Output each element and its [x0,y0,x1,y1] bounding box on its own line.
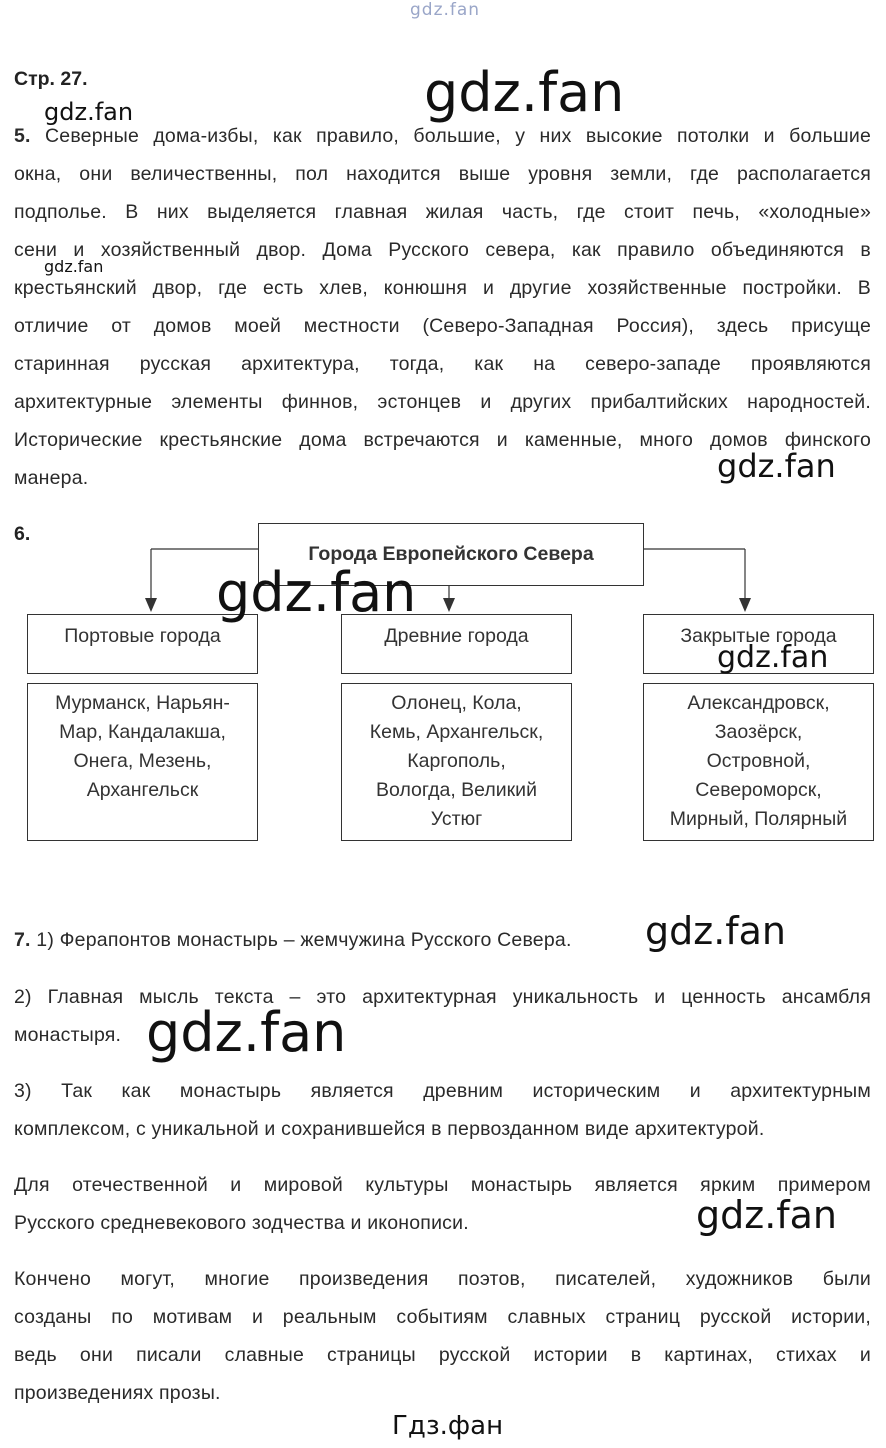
q7-part3 [14,1072,871,1148]
q7-line: Для отечественной и мировой культуры монастырь является ярким примером [14,1174,871,1196]
watermark: gdz.fan [44,257,104,276]
city-list-item: Онега, Мезень, [73,750,212,772]
q6-number: 6. [14,523,31,545]
city-list-item: Североморск, [695,779,822,801]
q7-line: Кончено могут, многие произведения поэтов, писателей, художников были [14,1268,871,1290]
q5-line: отличие от домов моей местности (Северо-Западная Россия), здесь присуще [14,315,871,337]
watermark: gdz.fan [44,98,134,126]
q5-line: Исторические крестьянские дома встречаются и каменные, много домов финского [14,429,871,451]
q5-line: Северные дома-избы, как правило, большие, у них высокие потолки и большие [45,125,871,147]
watermark: gdz.fan [717,640,829,675]
diagram-root-label: Города Европейского Севера [308,543,594,565]
city-list-item: Мар, Кандалакша, [59,721,226,743]
page-ref: Стр. 27. [14,68,88,90]
watermark: gdz.fan [645,909,787,953]
q7-line: созданы по мотивам и реальным событиям славных страниц русской истории, [14,1306,871,1328]
q7-line: Русского средневекового зодчества и иконописи. [14,1212,469,1234]
watermark: gdz.fan [717,447,836,485]
city-list-item: Александровск, [687,692,830,714]
diagram-list-closed [643,683,874,841]
q7-line: 2) Главная мысль текста – это архитектурная уникальность и ценность ансамбля [14,986,871,1008]
diagram-list-ancient [341,683,572,841]
category-label: Закрытые города [680,625,837,647]
city-list-item: Каргополь, [407,750,506,772]
q7-para5 [14,1260,871,1412]
city-list-item: Архангельск [86,779,199,801]
category-label: Портовые города [64,625,221,647]
diagram-list-ports [27,683,258,841]
watermark: gdz.fan [696,1193,838,1237]
city-list-item: Заозёрск, [714,721,803,743]
q7-part2 [14,978,871,1054]
q7-part1-text: 1) Ферапонтов монастырь – жемчужина Русского Севера. [36,929,572,951]
city-list-item: Олонец, Кола, [391,692,522,714]
q5-line: архитектурные элементы финнов, эстонцев и других прибалтийских народностей. [14,391,871,413]
watermark-top: gdz.fan [410,0,481,20]
city-list-item: Вологда, Великий [376,779,537,801]
city-list-item: Мурманск, Нарьян- [55,692,230,714]
q5-line: окна, они величественны, пол находится выше уровня земли, где располагается [14,163,871,185]
watermark: gdz.fan [216,561,417,624]
q7-line: ведь они писали славные страницы русской истории в картинах, стихах и [14,1344,871,1366]
watermark: gdz.fan [424,61,625,124]
q7-number: 7. [14,929,31,951]
watermark-bottom: Гдз.фан [392,1411,504,1441]
city-list-item: Мирный, Полярный [669,808,848,830]
q5-line: сени и хозяйственный двор. Дома Русского севера, как правило объединяются в [14,239,871,261]
city-list-item: Кемь, Архангельск, [369,721,544,743]
q7-line: 3) Так как монастырь является древним историческим и архитектурным [14,1080,871,1102]
q5-line: крестьянский двор, где есть хлев, конюшня и другие хозяйственные постройки. В [14,277,871,299]
category-label: Древние города [384,625,529,647]
q7-line: монастыря. [14,1024,122,1046]
city-list-item: Устюг [430,808,483,830]
q5-number: 5. [14,125,31,147]
watermark: gdz.fan [146,1001,347,1064]
q5-line: старинная русская архитектура, тогда, как на северо-западе проявляются [14,353,871,375]
q7-line: комплексом, с уникальной и сохранившейся в первозданном виде архитектурой. [14,1118,765,1140]
q7-line: произведениях прозы. [14,1382,221,1404]
q5-line: манера. [14,467,89,489]
city-list-item: Островной, [706,750,811,772]
q5-line: подполье. В них выделяется главная жилая часть, где стоит печь, «холодные» [14,201,871,223]
